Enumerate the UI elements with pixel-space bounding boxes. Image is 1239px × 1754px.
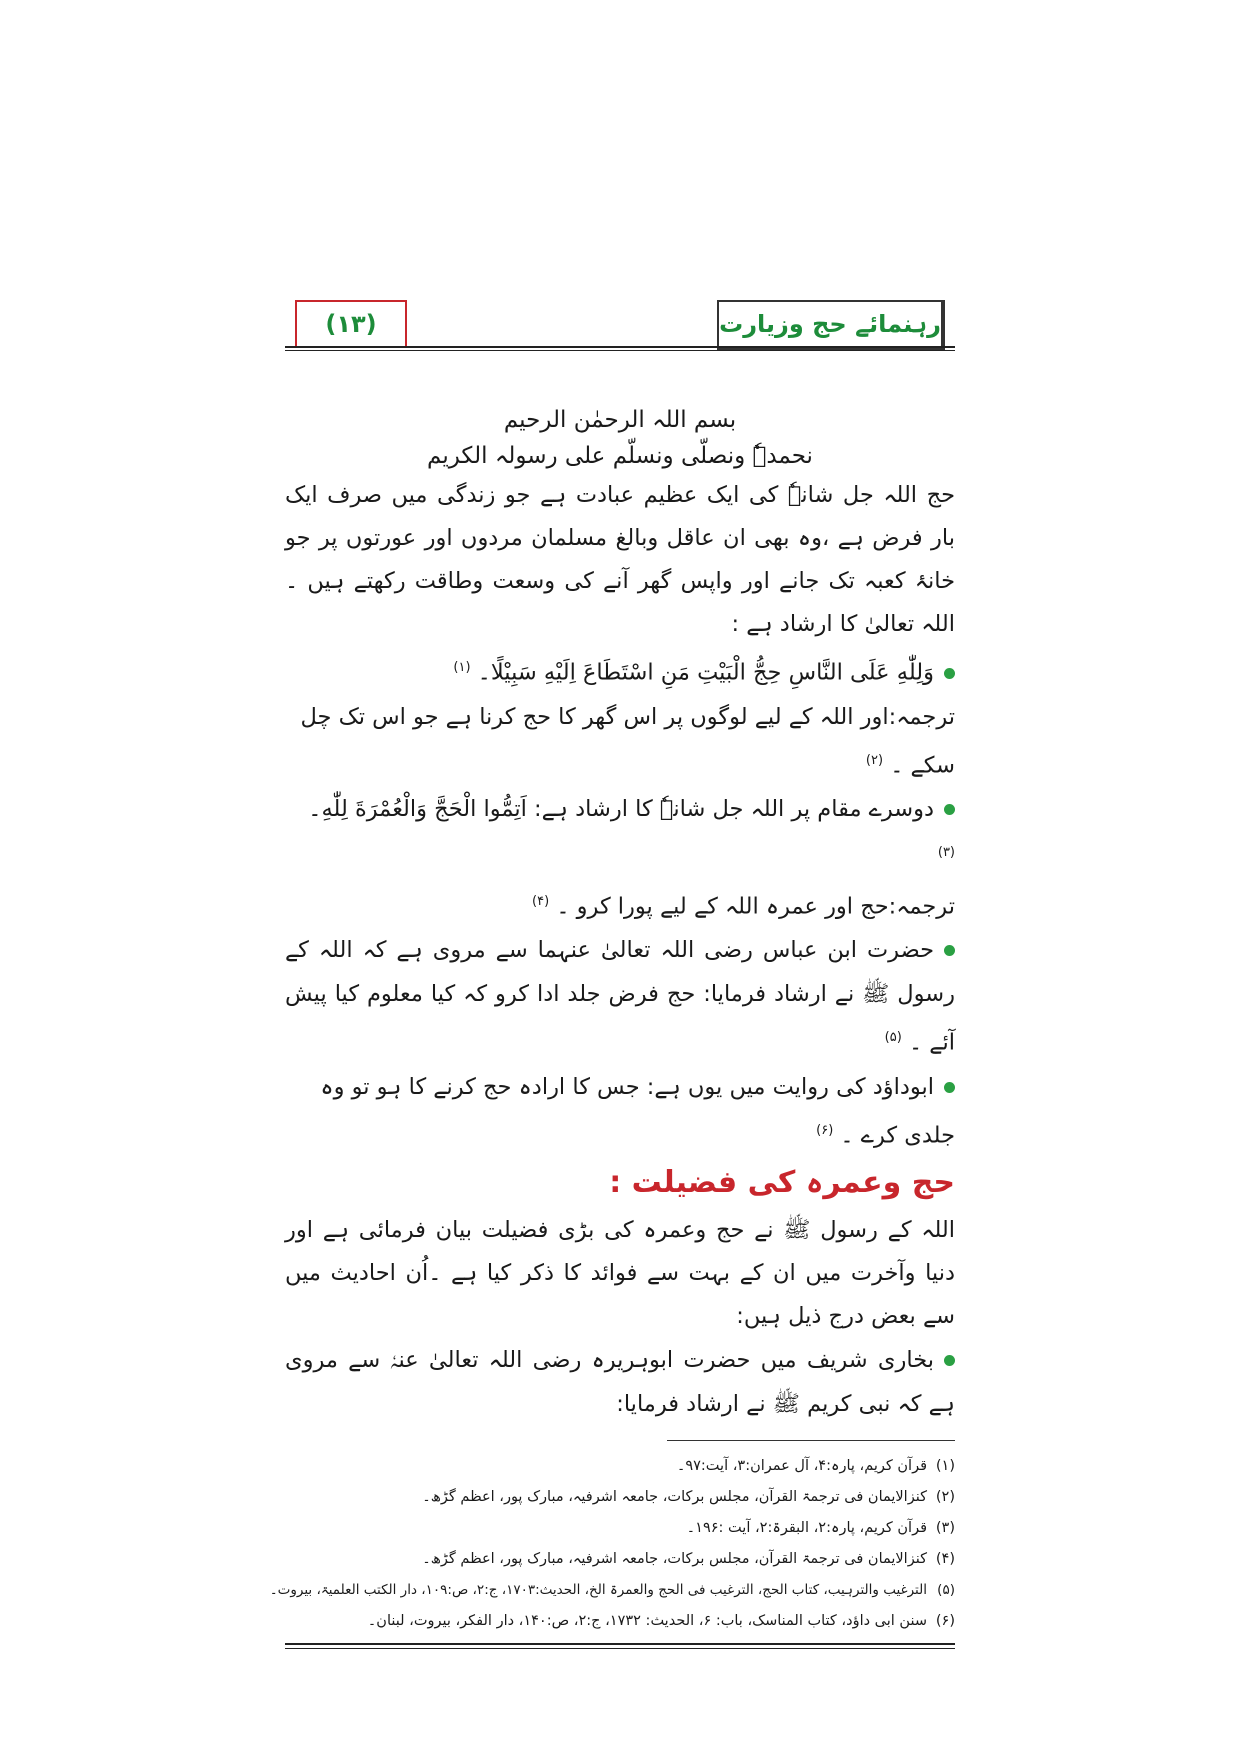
- footnote-ref: (۳): [937, 845, 955, 860]
- list-item: حضرت ابن عباس رضی اللہ تعالیٰ عنہما سے مروی ہے کہ اللہ کے رسول ﷺ نے ارشاد فرمایا: حج فرض جلد ادا کرو کہ کیا معلوم کیا پیش آئے ۔ $^{(۵)}$: [285, 937, 955, 1056]
- footnote: (۶)سنن ابی داؤد، کتاب المناسک، باب: ۶، الحدیث: ۱۷۳۲، ج:۲، ص:۱۴۰، دار الفکر، بیروت، لبنان۔: [367, 1613, 955, 1629]
- footnote: (۵)الترغیب والترہیب، کتاب الحج، الترغیب فی الحج والعمرۃ الخ، الحدیث:۱۷۰۳، ج:۲، ص:۱۰۹، دار الکتب العلمیۃ، بیروت۔: [269, 1582, 955, 1598]
- durood: نحمدہٗ ونصلّی ونسلّم علی رسولہ الکریم: [427, 443, 813, 469]
- footnote: (۳)قرآن کریم، پارہ:۲، البقرۃ:۲، آیت :۱۹۶۔: [686, 1520, 955, 1536]
- bullet-icon: [944, 804, 955, 815]
- book-title: رہنمائے حج وزیارت: [717, 300, 945, 350]
- footnotes: [269, 1451, 955, 1637]
- footnote-ref: (۱): [453, 660, 471, 675]
- main-content: [269, 402, 955, 1637]
- list-item: ابوداؤد کی روایت میں یوں ہے: جس کا ارادہ حج کرنے کا ہو تو وہ جلدی کرے ۔ $^{(۶)}$: [320, 1073, 955, 1148]
- bullet-icon: [944, 1082, 955, 1093]
- footnote-ref: (۵): [884, 1030, 902, 1045]
- header-rule-thin: [285, 350, 955, 351]
- footnote: (۱)قرآن کریم، پارہ:۴، آل عمران:۳، آیت:۹۷۔: [676, 1458, 955, 1474]
- bullet-icon: [944, 945, 955, 956]
- list-item: ترجمہ:اور اللہ کے لیے لوگوں پر اس گھر کا حج کرنا ہے جو اس تک چل سکے ۔ $^{(۲)}$: [300, 703, 955, 778]
- page-number: (۱۳): [295, 300, 407, 348]
- bullet-icon: [944, 1355, 955, 1366]
- list-item: بخاری شریف میں حضرت ابوہریرہ رضی اللہ تعالیٰ عنہٗ سے مروی ہے کہ نبی کریم ﷺ نے ارشاد فرمایا:: [285, 1347, 955, 1417]
- footer-rule: [285, 1643, 955, 1645]
- footnote: (۴)کنزالایمان فی ترجمۃ القرآن، مجلس برکات، جامعہ اشرفیہ، مبارک پور، اعظم گڑھ۔: [422, 1551, 955, 1567]
- intro-paragraph: حج اللہ جل شانہٗ کی ایک عظیم عبادت ہے جو زندگی میں صرف ایک بار فرض ہے ،وہ بھی ان عاقل وبالغ مسلمان مردوں اور عورتوں پر جو خانۂ کعبہ تک جانے اور واپس گھر آنے کی وسعت وطاقت رکھتے ہیں ۔اللہ تعالیٰ کا ارشاد ہے :: [285, 482, 955, 637]
- list-item: وَلِلّٰهِ عَلَى النَّاسِ حِجُّ الْبَيْتِ مَنِ اسْتَطَاعَ اِلَيْهِ سَبِيْلًا۔ $^{(۱)}$: [285, 646, 955, 695]
- list-item: ترجمہ:حج اور عمرہ اللہ کے لیے پورا کرو ۔ $^{(۴)}$: [532, 893, 955, 919]
- page-header: [285, 300, 955, 346]
- section-paragraph: اللہ کے رسول ﷺ نے حج وعمرہ کی بڑی فضیلت بیان فرمائی ہے اور دنیا وآخرت میں ان کے بہت سے فوائد کا ذکر کیا ہے ۔اُن احادیث میں سے بعض درج ذیل ہیں:: [285, 1217, 955, 1329]
- section-heading: حج وعمرہ کی فضیلت :: [609, 1165, 955, 1200]
- list-item: دوسرے مقام پر اللہ جل شانہٗ کا ارشاد ہے: اَتِمُّوا الْحَجَّ وَالْعُمْرَةَ لِلّٰهِ۔ $^{(۳)}$: [308, 796, 955, 860]
- footnote-ref: (۴): [532, 893, 550, 909]
- footnote-ref: (۶): [816, 1122, 834, 1138]
- footnote-divider: [667, 1440, 955, 1441]
- header-rule: [285, 346, 955, 348]
- footer-rule-thin: [285, 1648, 955, 1649]
- bismillah: بسم اللہ الرحمٰن الرحیم: [503, 407, 737, 433]
- footnote-ref: (۲): [865, 752, 884, 768]
- footnote: (۲)کنزالایمان فی ترجمۃ القرآن، مجلس برکات، جامعہ اشرفیہ، مبارک پور، اعظم گڑھ۔: [422, 1489, 955, 1505]
- bullet-icon: [944, 668, 955, 679]
- page: [269, 300, 955, 1649]
